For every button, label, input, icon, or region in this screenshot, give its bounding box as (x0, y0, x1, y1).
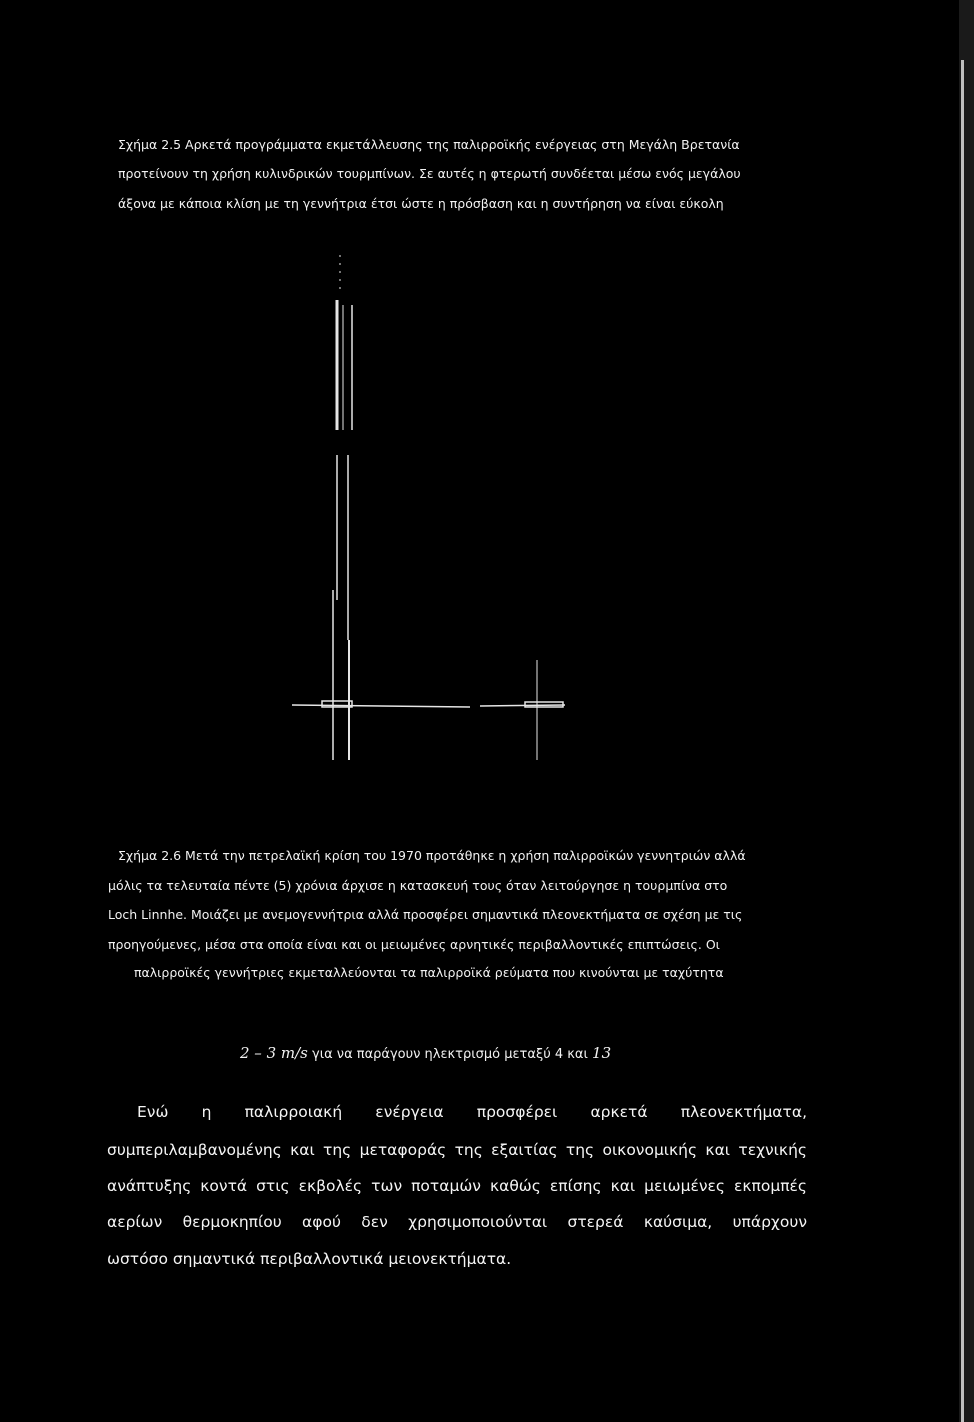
caption-2-6-line-2: μόλις τα τελευταία πέντε (5) χρόνια άρχισε η κατασκευή τους όταν λειτούργησε η τουρμπίνα στο (108, 878, 728, 893)
caption-2-6-formula-line (240, 1044, 611, 1062)
caption-2-5-line-3: άξονα με κάποια κλίση με τη γεννήτρια έτσι ώστε η πρόσβαση και η συντήρηση να είναι εύκολη (118, 196, 724, 211)
caption-2-6-line-4: προηγούμενες, μέσα στα οποία είναι και οι μειωμένες αρνητικές περιβαλλοντικές επιπτώσεις. Οι (108, 937, 720, 952)
speed-range: 2 – 3 m/s (240, 1044, 308, 1062)
caption-2-6-line-1: Σχήμα 2.6 Μετά την πετρελαϊκή κρίση του 1970 προτάθηκε η χρήση παλιρροϊκών γεννητριών αλλά (118, 848, 746, 863)
caption-2-5-line-2: προτείνουν τη χρήση κυλινδρικών τουρμπίνων. Σε αυτές η φτερωτή συνδέεται μέσω ενός μεγάλου (118, 166, 741, 181)
caption-2-6-line-5: παλιρροϊκές γεννήτριες εκμεταλλεύονται τα παλιρροϊκά ρεύματα που κινούνται με ταχύτητα (134, 965, 724, 980)
paragraph-line-4: αερίων θερμοκηπίου αφού δεν χρησιμοποιούνται στερεά καύσιμα, υπάρχουν (107, 1213, 807, 1231)
caption-2-5-line-1: Σχήμα 2.5 Αρκετά προγράμματα εκμετάλλευσης της παλιρροϊκής ενέργειας στη Μεγάλη Βρετανία (118, 137, 740, 152)
paragraph-line-2: συμπεριλαμβανομένης και της μεταφοράς της εξαιτίας της οικονομικής και τεχνικής (107, 1141, 807, 1159)
paragraph-line-3: ανάπτυξης κοντά στις εκβολές των ποταμών καθώς επίσης και μειωμένες εκπομπές (107, 1177, 807, 1195)
paragraph-line-1: Ενώ η παλιρροιακή ενέργεια προσφέρει αρκετά πλεονεκτήματα, (137, 1103, 807, 1121)
caption-2-6-line-3: Loch Linnhe. Μοιάζει με ανεμογεννήτρια αλλά προσφέρει σημαντικά πλεονεκτήματα σε σχέση με τις (108, 907, 743, 922)
paragraph-line-5: ωστόσο σημαντικά περιβαλλοντικά μειονεκτήματα. (107, 1250, 512, 1268)
formula-text: για να παράγουν ηλεκτρισμό μεταξύ 4 και (312, 1047, 588, 1062)
formula-end: 13 (592, 1044, 612, 1062)
